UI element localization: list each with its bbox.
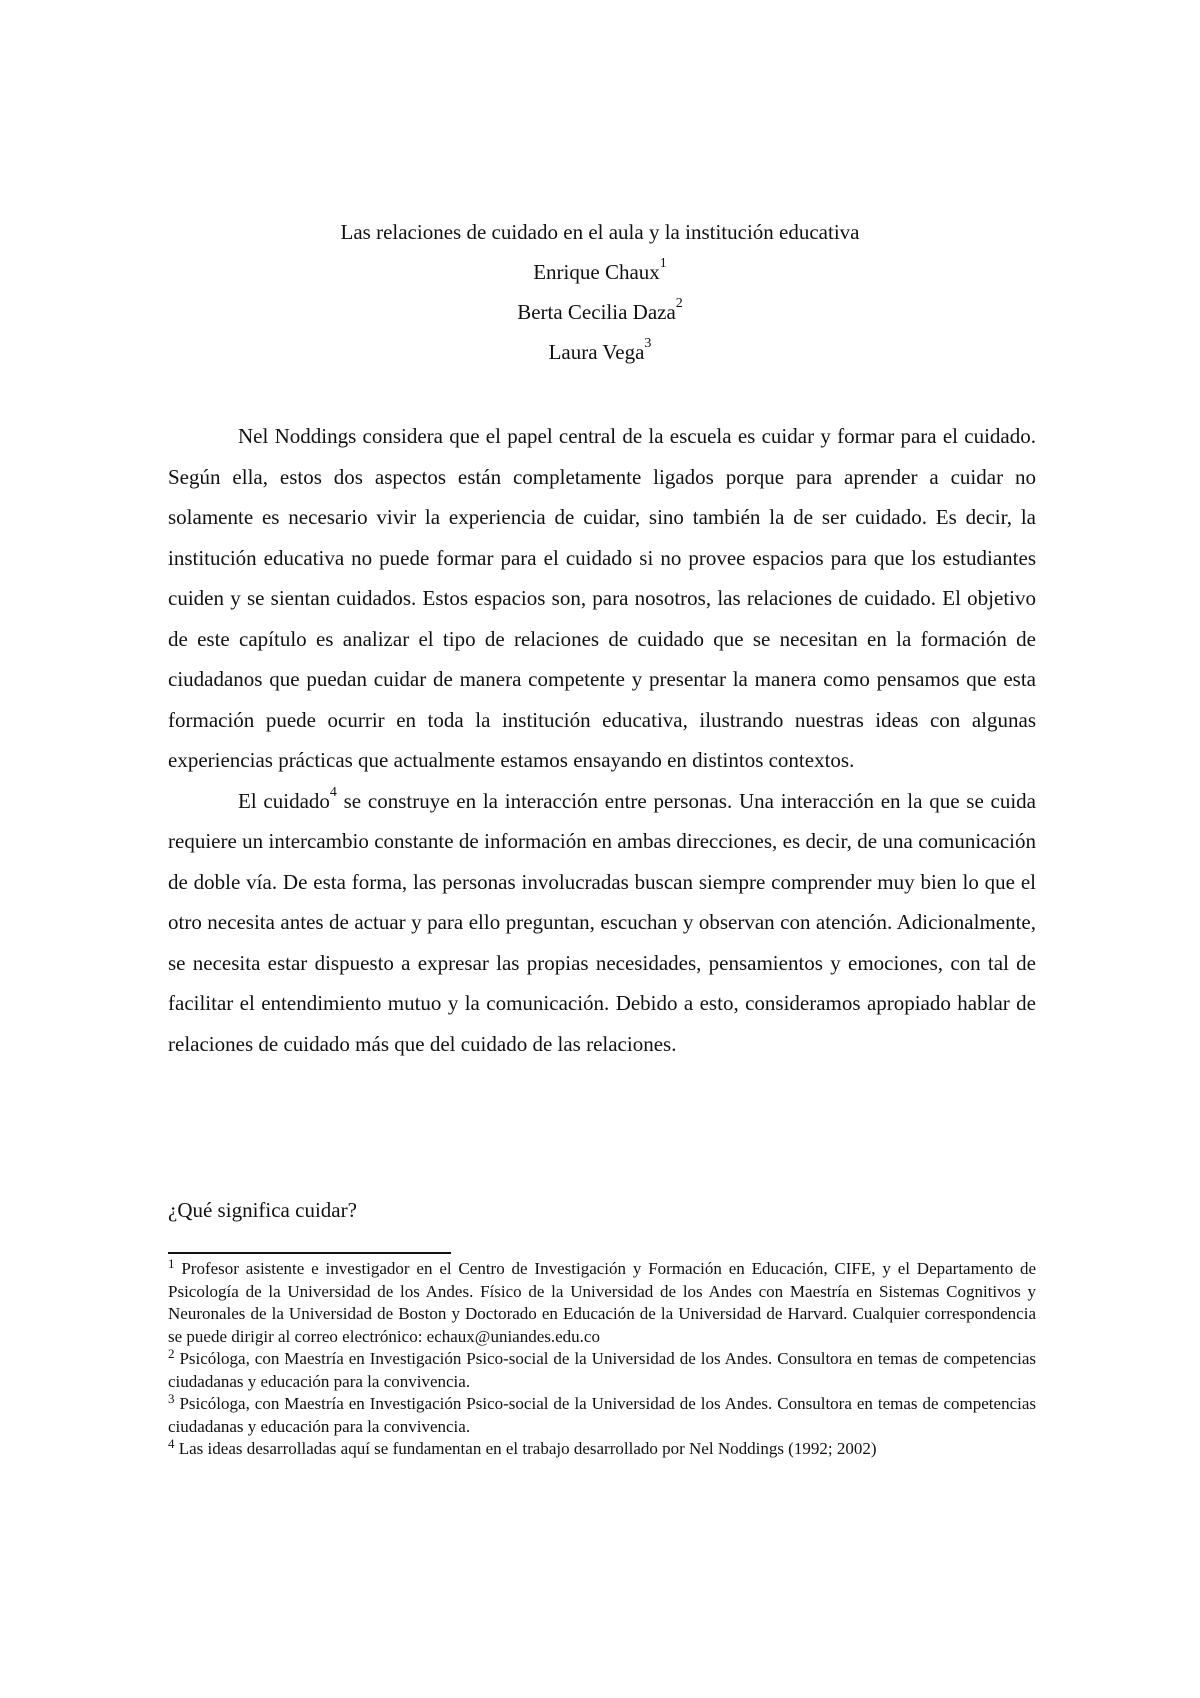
footnote-mark: 1: [168, 1256, 175, 1271]
paragraph-rest: se construye en la interacción entre personas. Una interacción en la que se cuida requiere un intercambio constante de información en ambas direcciones, es decir, de una comunicación de doble vía. De esta forma, las personas involucradas buscan siempre comprender muy bien lo que el otro necesita antes de actuar y para ello preguntan, escuchan y observan con atención. Adicionalmente, se necesita estar dispuesto a expresar las propias necesidades, pensamientos y emociones, con tal de facilitar el entendimiento mutuo y la comunicación. Debido a esto, consideramos apropiado hablar de relaciones de cuidado más que del cuidado de las relaciones.: [168, 788, 1036, 1056]
footnote: [168, 1258, 1036, 1348]
footnote-text: Psicóloga, con Maestría en Investigación Psico-social de la Universidad de los Andes. Consultora en temas de competencias ciudadanas y educación para la convivencia.: [168, 1349, 1037, 1391]
footnote: [168, 1438, 1036, 1461]
author-line: [0, 332, 1200, 372]
footnote-ref[interactable]: 1: [659, 256, 667, 271]
body-text: [168, 416, 1036, 1064]
section-heading: ¿Qué significa cuidar?: [168, 1198, 357, 1222]
footnote: [168, 1393, 1036, 1438]
paragraph: [168, 781, 1036, 1065]
footnote-ref[interactable]: 3: [644, 336, 652, 351]
footnote-mark: 4: [168, 1436, 175, 1451]
footnote-ref[interactable]: 4: [329, 784, 337, 800]
footnote-ref[interactable]: 2: [675, 296, 683, 311]
paragraph: Nel Noddings considera que el papel central de la escuela es cuidar y formar para el cuidado. Según ella, estos dos aspectos están completamente ligados porque para aprender a cuidar no solamente es necesario vivir la experiencia de cuidar, sino también la de ser cuidado. Es decir, la institución educativa no puede formar para el cuidado si no provee espacios para que los estudiantes cuiden y se sientan cuidados. Estos espacios son, para nosotros, las relaciones de cuidado. El objetivo de este capítulo es analizar el tipo de relaciones de cuidado que se necesitan en la formación de ciudadanos que puedan cuidar de manera competente y presentar la manera como pensamos que esta formación puede ocurrir en toda la institución educativa, ilustrando nuestras ideas con algunas experiencias prácticas que actualmente estamos ensayando en distintos contextos.: [168, 424, 1036, 772]
footnote-text: Profesor asistente e investigador en el Centro de Investigación y Formación en Educación, CIFE, y el Departamento de Psicología de la Universidad de los Andes. Físico de la Universidad de los Andes con Maestría en Sistemas Cognitivos y Neuronales de la Universidad de Boston y Doctorado en Educación de la Universidad de Harvard. Cualquier correspondencia se puede dirigir al correo electrónico: echaux@uniandes.edu.co: [168, 1259, 1036, 1346]
footnote-mark: 2: [168, 1346, 175, 1361]
footnote: [168, 1348, 1036, 1393]
footnote-mark: 3: [168, 1391, 175, 1406]
document-title: Las relaciones de cuidado en el aula y la institución educativa: [340, 220, 860, 244]
author-name: Enrique Chaux: [533, 260, 660, 284]
footnote-divider: [168, 1252, 451, 1254]
paragraph-start: El cuidado: [238, 788, 330, 813]
footnote-text: Las ideas desarrolladas aquí se fundamentan en el trabajo desarrollado por Nel Noddings (1992; 2002): [178, 1439, 877, 1458]
author-line: [0, 252, 1200, 292]
author-name: Berta Cecilia Daza: [517, 300, 676, 324]
footnotes: [168, 1258, 1036, 1461]
author-line: [0, 292, 1200, 332]
footnote-text: Psicóloga, con Maestría en Investigación Psico-social de la Universidad de los Andes. Consultora en temas de competencias ciudadanas y educación para la convivencia.: [168, 1394, 1037, 1436]
title-block: [0, 212, 1200, 372]
author-name: Laura Vega: [548, 340, 645, 364]
